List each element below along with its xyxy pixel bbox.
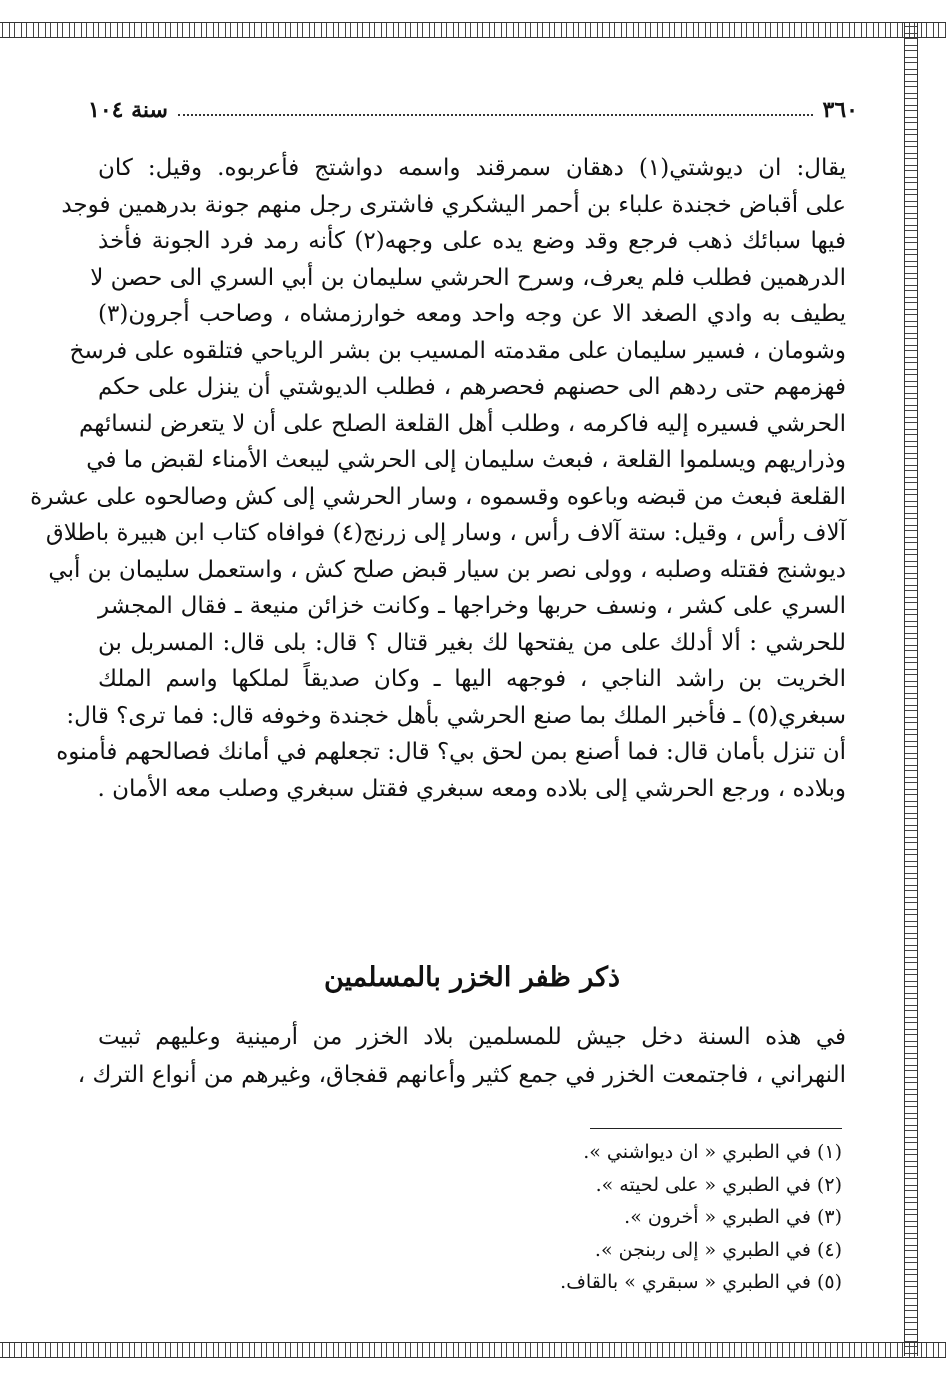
body-line: أن تنزل بأمان قال: فما أصنع بمن لحق بي؟ قال: تجعلهم في أمانك فصالحهم فأمنوه xyxy=(56,739,846,765)
body-line: القلعة فبعث من قبضه وباعوه وقسموه ، وسار الحرشي إلى كش وصالحوه على عشرة xyxy=(30,483,846,510)
body-line: على أقباض خجندة علباء بن أحمر اليشكري فاشترى رجل منهم جونة بدرهمين فوجد xyxy=(61,191,846,218)
body-line: فهزمهم حتى ردهم الى حصنهم فحصرهم ، فطلب الديوشتي أن ينزل على حكم xyxy=(98,374,846,400)
body-line: الخريت بن راشد الناجي ، فوجهه اليها ـ وكان صديقاً لملكها واسم الملك xyxy=(98,666,846,692)
body-line: سبغري(٥) ـ فأخبر الملك بما صنع الحرشي بأهل خجندة وخوفه قال: فما ترى؟ قال: xyxy=(66,702,846,729)
page-header xyxy=(88,92,858,128)
section-line: النهراني ، فاجتمعت الخزر في جمع كثير وأعانهم قفجاق، وغيرهم من أنواع الترك ، xyxy=(77,1062,846,1088)
footnote-item: (٣) في الطبري « أخرون ». xyxy=(624,1206,842,1228)
footnote-item: (٢) في الطبري « على لحيته ». xyxy=(595,1173,842,1196)
footnote-item: (٥) في الطبري « سبقري » بالقاف. xyxy=(560,1271,842,1293)
body-line: آلاف رأس ، وقيل: ستة آلاف رأس ، وسار إلى زرنج(٤) فوافاه كتاب ابن هبيرة باطلاق xyxy=(45,520,846,546)
body-line: وشومان ، فسير سليمان على مقدمته المسيب بن بشر الرياحي فتلقوه على فرسخ xyxy=(69,337,846,364)
body-line: يطيف به وادي الصغد الا عن وجه واحد ومعه خوارزمشاه ، وصاحب أجرون(٣) xyxy=(98,301,846,327)
section-heading: ذكر ظفر الخزر بالمسلمين xyxy=(323,962,621,993)
footnote-item: (٤) في الطبري « إلى ربنجن ». xyxy=(594,1238,842,1261)
body-line: يقال: ان ديوشتي(١) دهقان سمرقند واسمه دواشتج فأعربوه. وقيل: كان xyxy=(98,155,846,181)
section-line: في هذه السنة دخل جيش للمسلمين بلاد الخزر من أرمينية وعليهم ثبيت xyxy=(98,1024,846,1050)
footnotes xyxy=(480,1136,842,1299)
body-line: الحرشي فسيره إليه فاكرمه ، وطلب أهل القلعة الصلح على أن لا يتعرض لنسائهم xyxy=(78,410,846,437)
footnote-separator xyxy=(590,1128,842,1129)
body-line-last: وبلاده ، ورجع الحرشي إلى بلاده ومعه سبغري فقتل سبغري وصلب معه الأمان . xyxy=(97,775,846,802)
header-dotted-leader xyxy=(178,114,813,116)
main-body-text xyxy=(30,150,847,807)
body-line: السري على كشر ، ونسف حربها وخراجها ـ وكانت خزائن منيعة ـ فقال المجشر xyxy=(98,593,846,619)
right-decorative-border xyxy=(904,22,918,1356)
body-line: الدرهمين فطلب فلم يعرف، وسرح الحرشي سليمان بن أبي السري الى حصن لا xyxy=(90,264,846,291)
body-line: ديوشنج فقتله وصلبه ، وولى نصر بن سيار قبض صلح كش ، واستعمل سليمان بن أبي xyxy=(48,556,846,583)
body-line: للحرشي : ألا أدلك على من يفتحها لك بغير قتال ؟ قال: بلى قال: المسربل بن xyxy=(98,629,846,656)
body-line: وذراريهم ويسلموا القلعة ، فبعث سليمان إلى الحرشي ليبعث الأمناء لقبض ما في xyxy=(86,447,846,473)
body-line: فيها سبائك ذهب فرجع وقد وضع يده على وجهه(٢) كأنه رمد فرد الجونة فأخذ xyxy=(98,228,847,254)
footnote-item: (١) في الطبري « ان ديواشني ». xyxy=(583,1141,842,1163)
bottom-decorative-border xyxy=(0,1342,946,1358)
year-label: سنة ١٠٤ xyxy=(88,97,168,123)
section-body-text xyxy=(77,1018,846,1094)
page-number: ٣٦٠ xyxy=(822,97,858,123)
top-decorative-border xyxy=(0,22,946,38)
